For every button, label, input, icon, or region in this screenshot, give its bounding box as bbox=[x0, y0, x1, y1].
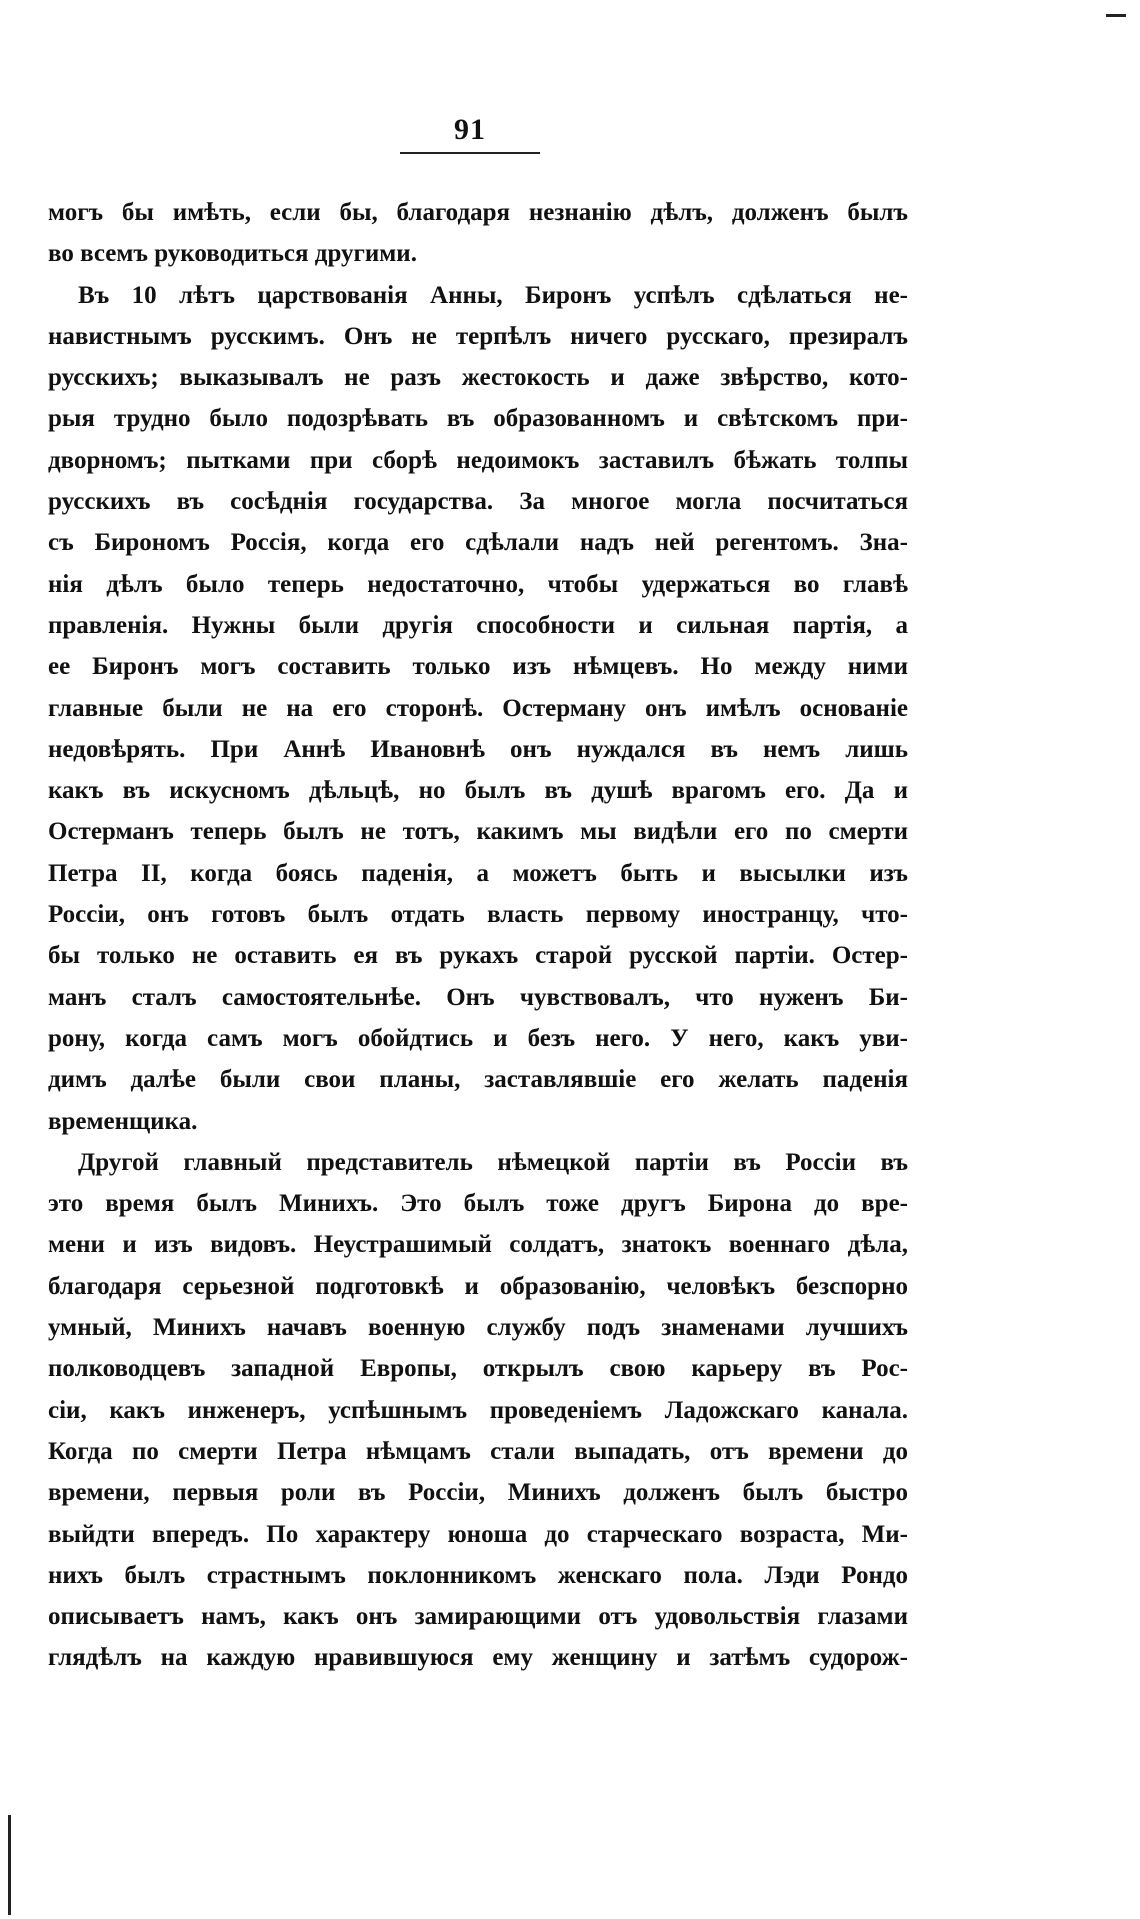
text-line: дворномъ; пытками при сборѣ недоимокъ заставилъ бѣжать толпы bbox=[48, 446, 908, 474]
text-line: правленія. Нужны были другія способности и сильная партія, а bbox=[48, 611, 908, 639]
text-line: ее Биронъ могъ составить только изъ нѣмцевъ. Но между ними bbox=[48, 653, 908, 681]
text-line: могъ бы имѣть, если бы, благодаря незнанію дѣлъ, долженъ былъ bbox=[48, 199, 908, 226]
page-header bbox=[400, 112, 540, 154]
text-line: нія дѣлъ было теперь недостаточно, чтобы удержаться во главѣ bbox=[48, 570, 908, 598]
body-text bbox=[48, 192, 908, 1679]
header-rule bbox=[400, 152, 540, 154]
text-line: недовѣрять. При Аннѣ Ивановнѣ онъ нуждался въ немъ лишь bbox=[48, 735, 908, 763]
binding-edge-line bbox=[8, 1815, 11, 1915]
text-line: благодаря серьезной подготовкѣ и образованію, человѣкъ безспорно bbox=[48, 1272, 908, 1300]
text-line: Остерманъ теперь былъ не тотъ, какимъ мы видѣли его по смерти bbox=[48, 818, 908, 846]
text-line: Когда по смерти Петра нѣмцамъ стали выпадать, отъ времени до bbox=[48, 1437, 908, 1465]
text-line: какъ въ искусномъ дѣльцѣ, но былъ въ душѣ врагомъ его. Да и bbox=[48, 777, 908, 805]
text-line: это время былъ Минихъ. Это былъ тоже другъ Бирона до вре- bbox=[48, 1190, 908, 1218]
text-line: времени, первыя роли въ Россіи, Минихъ долженъ былъ быстро bbox=[48, 1479, 908, 1507]
text-line: описываетъ намъ, какъ онъ замирающими отъ удовольствія глазами bbox=[48, 1603, 908, 1631]
text-line: умный, Минихъ начавъ военную службу подъ знаменами лучшихъ bbox=[48, 1314, 908, 1342]
text-line: Петра II, когда боясь паденія, а можетъ быть и высылки изъ bbox=[48, 859, 908, 887]
text-line: нихъ былъ страстнымъ поклонникомъ женскаго пола. Лэди Рондо bbox=[48, 1561, 908, 1589]
text-line: Россіи, онъ готовъ былъ отдать власть первому иностранцу, что- bbox=[48, 901, 908, 929]
margin-mark bbox=[1106, 14, 1126, 17]
text-line: выйдти впередъ. По характеру юноша до старческаго возраста, Ми- bbox=[48, 1520, 908, 1548]
text-line: сіи, какъ инженеръ, успѣшнымъ проведеніемъ Ладожскаго канала. bbox=[48, 1396, 908, 1424]
text-line: глядѣлъ на каждую нравившуюся ему женщину и затѣмъ судорож- bbox=[48, 1644, 908, 1672]
text-line: навистнымъ русскимъ. Онъ не терпѣлъ ничего русскаго, презиралъ bbox=[48, 322, 908, 350]
text-line: главные были не на его сторонѣ. Остерману онъ имѣлъ основаніе bbox=[48, 694, 908, 722]
text-line: Въ 10 лѣтъ царствованія Анны, Биронъ успѣлъ сдѣлаться не- bbox=[78, 281, 908, 309]
text-line: во всемъ руководиться другими. bbox=[48, 240, 417, 268]
text-line: русскихъ въ сосѣднія государства. За многое могла посчитаться bbox=[48, 488, 908, 516]
text-line: полководцевъ западной Европы, открылъ свою карьеру въ Рос- bbox=[48, 1355, 908, 1383]
text-line: Другой главный представитель нѣмецкой партіи въ Россіи въ bbox=[78, 1148, 908, 1176]
text-line: русскихъ; выказывалъ не разъ жестокость и даже звѣрство, кото- bbox=[48, 364, 908, 392]
text-line: рыя трудно было подозрѣвать въ образованномъ и свѣтскомъ при- bbox=[48, 405, 908, 433]
text-line: манъ сталъ самостоятельнѣе. Онъ чувствовалъ, что нуженъ Би- bbox=[48, 983, 908, 1011]
text-line: рону, когда самъ могъ обойдтись и безъ него. У него, какъ уви- bbox=[48, 1024, 908, 1052]
text-line: мени и изъ видовъ. Неустрашимый солдатъ, знатокъ военнаго дѣла, bbox=[48, 1231, 908, 1259]
page-number: 91 bbox=[454, 113, 486, 146]
text-line: димъ далѣе были свои планы, заставлявшіе его желать паденія bbox=[48, 1066, 908, 1094]
text-line: временщика. bbox=[48, 1107, 198, 1135]
text-line: бы только не оставить ея въ рукахъ старой русской партіи. Остер- bbox=[48, 942, 908, 970]
text-line: съ Бирономъ Россія, когда его сдѣлали надъ ней регентомъ. Зна- bbox=[48, 529, 908, 557]
